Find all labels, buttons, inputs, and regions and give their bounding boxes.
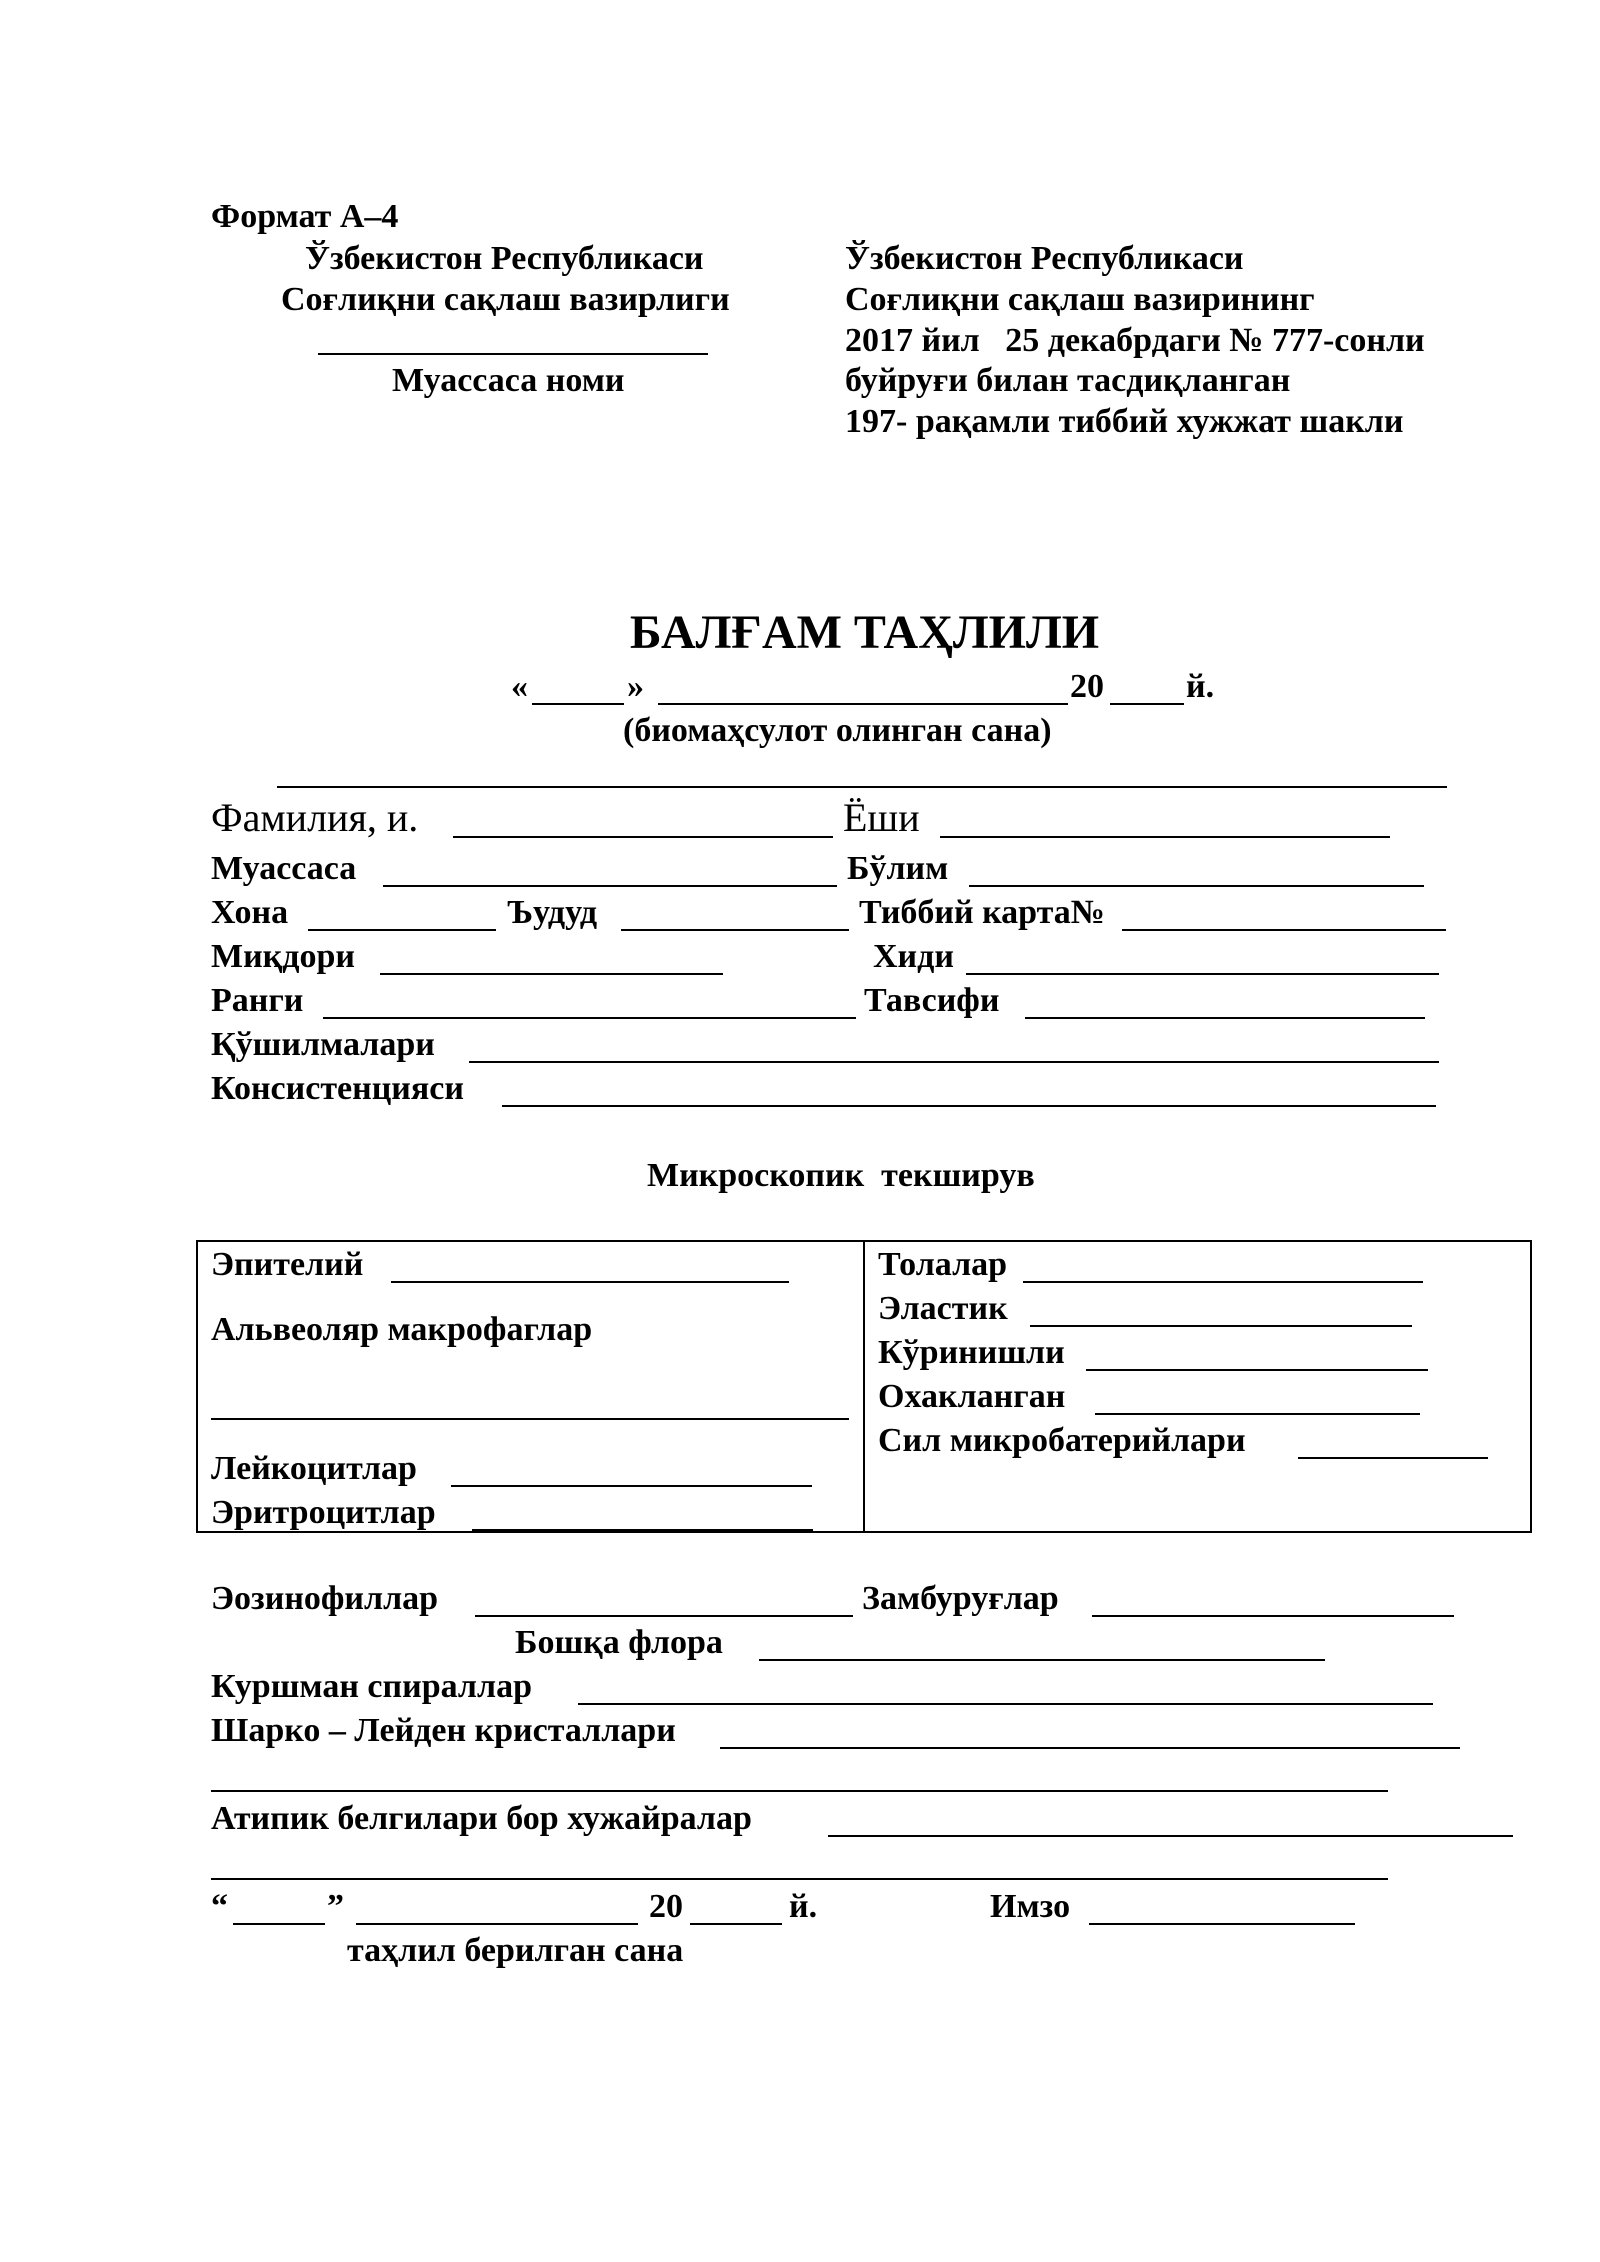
inclusions-field[interactable] — [469, 1061, 1439, 1063]
smell-label: Хиди — [873, 938, 954, 975]
alveolar-macrophages-label: Альвеоляр макрофаглар — [211, 1311, 593, 1348]
amount-label: Миқдори — [211, 938, 355, 975]
institution-field[interactable] — [383, 885, 837, 887]
age-label: Ёши — [843, 795, 920, 840]
inclusions-label: Қўшилмалари — [211, 1026, 435, 1063]
separator-line — [277, 786, 1447, 788]
date-year-prefix: 20 — [1070, 668, 1104, 705]
extra-line-2[interactable] — [211, 1878, 1388, 1880]
amount-field[interactable] — [380, 973, 723, 975]
consistency-label: Консистенцияси — [211, 1070, 464, 1107]
fibers-field[interactable] — [1023, 1281, 1423, 1283]
curschmann-label: Куршман спираллар — [211, 1668, 532, 1705]
room-label: Хона — [211, 894, 289, 931]
document-title: БАЛҒАМ ТАҲЛИЛИ — [629, 606, 1100, 659]
fungi-field[interactable] — [1092, 1615, 1454, 1617]
leukocytes-label: Лейкоцитлар — [211, 1450, 417, 1487]
department-field[interactable] — [969, 885, 1424, 887]
footer-month-field[interactable] — [356, 1923, 638, 1925]
date-year-suffix: й. — [1186, 668, 1215, 705]
elastic-label: Эластик — [878, 1290, 1008, 1327]
region-field[interactable] — [621, 929, 849, 931]
header-left-line2: Соғлиқни сақлаш вазирлиги — [281, 281, 730, 318]
atypical-cells-label: Атипик белгилари бор хужайралар — [211, 1800, 752, 1837]
tb-field[interactable] — [1298, 1457, 1488, 1459]
footer-day-field[interactable] — [233, 1923, 325, 1925]
institution-name-field[interactable] — [318, 353, 708, 355]
header-left-line1: Ўзбекистон Республикаси — [305, 240, 704, 277]
medical-card-label: Тиббий карта№ — [859, 894, 1105, 931]
header-right-line5: 197- рақамли тиббий хужжат шакли — [845, 403, 1404, 440]
date-caption: (биомаҳсулот олинган сана) — [623, 712, 1052, 749]
footer-open-quote: “ — [211, 1888, 228, 1925]
curschmann-field[interactable] — [578, 1703, 1433, 1705]
atypical-cells-field[interactable] — [828, 1835, 1513, 1837]
alveolar-macrophages-field[interactable] — [211, 1418, 849, 1420]
elastic-field[interactable] — [1030, 1325, 1412, 1327]
surname-label: Фамилия, и. — [211, 795, 419, 840]
description-field[interactable] — [1025, 1017, 1425, 1019]
department-label: Бўлим — [847, 850, 949, 887]
other-flora-field[interactable] — [759, 1659, 1325, 1661]
extra-line-1[interactable] — [211, 1790, 1388, 1792]
institution-label: Муассаса — [211, 850, 357, 887]
color-field[interactable] — [323, 1017, 856, 1019]
date-close-quote: » — [627, 668, 644, 705]
footer-year-prefix: 20 — [649, 1888, 683, 1925]
fibers-label: Толалар — [878, 1246, 1008, 1283]
institution-name-caption: Муассаса номи — [392, 362, 625, 399]
surname-field[interactable] — [453, 836, 833, 838]
microscopic-table-divider — [863, 1240, 865, 1533]
color-label: Ранги — [211, 982, 304, 1019]
other-flora-label: Бошқа флора — [515, 1624, 723, 1661]
coralline-field[interactable] — [1086, 1369, 1428, 1371]
header-right-line4: буйруғи билан тасдиқланган — [845, 362, 1291, 399]
signature-field[interactable] — [1089, 1923, 1355, 1925]
signature-label: Имзо — [990, 1888, 1071, 1925]
age-field[interactable] — [940, 836, 1390, 838]
date-year-field[interactable] — [1110, 703, 1184, 705]
coralline-label: Кўринишли — [878, 1334, 1065, 1371]
date-day-field[interactable] — [532, 703, 624, 705]
header-right-line2: Соғлиқни сақлаш вазирининг — [845, 281, 1315, 318]
eosinophils-label: Эозинофиллар — [211, 1580, 439, 1617]
description-label: Тавсифи — [864, 982, 1000, 1019]
header-right-line3: 2017 йил 25 декабрдаги № 777-сонли — [845, 322, 1425, 359]
tb-label: Сил микробатерийлари — [878, 1422, 1246, 1459]
eosinophils-field[interactable] — [475, 1615, 853, 1617]
medical-card-field[interactable] — [1122, 929, 1446, 931]
microscopic-heading: Микроскопик текширув — [647, 1157, 1035, 1194]
calcified-label: Охакланган — [878, 1378, 1066, 1415]
calcified-field[interactable] — [1095, 1413, 1420, 1415]
epithelium-label: Эпителий — [211, 1246, 364, 1283]
fungi-label: Замбуруғлар — [862, 1580, 1059, 1617]
footer-year-field[interactable] — [690, 1923, 782, 1925]
consistency-field[interactable] — [502, 1105, 1436, 1107]
leukocytes-field[interactable] — [451, 1485, 812, 1487]
date-open-quote: « — [511, 668, 528, 705]
erythrocytes-label: Эритроцитлар — [211, 1494, 436, 1531]
format-label: Формат А–4 — [211, 198, 399, 235]
footer-year-suffix: й. — [789, 1888, 818, 1925]
date-month-field[interactable] — [658, 703, 1068, 705]
epithelium-field[interactable] — [391, 1281, 789, 1283]
room-field[interactable] — [308, 929, 496, 931]
header-right-line1: Ўзбекистон Республикаси — [845, 240, 1244, 277]
footer-close-quote: ” — [327, 1888, 344, 1925]
smell-field[interactable] — [966, 973, 1439, 975]
footer-caption: таҳлил берилган сана — [347, 1932, 684, 1969]
erythrocytes-field[interactable] — [472, 1529, 813, 1531]
charcot-leyden-label: Шарко – Лейден кристаллари — [211, 1712, 676, 1749]
region-label: Ъудуд — [507, 894, 598, 931]
charcot-leyden-field[interactable] — [720, 1747, 1460, 1749]
